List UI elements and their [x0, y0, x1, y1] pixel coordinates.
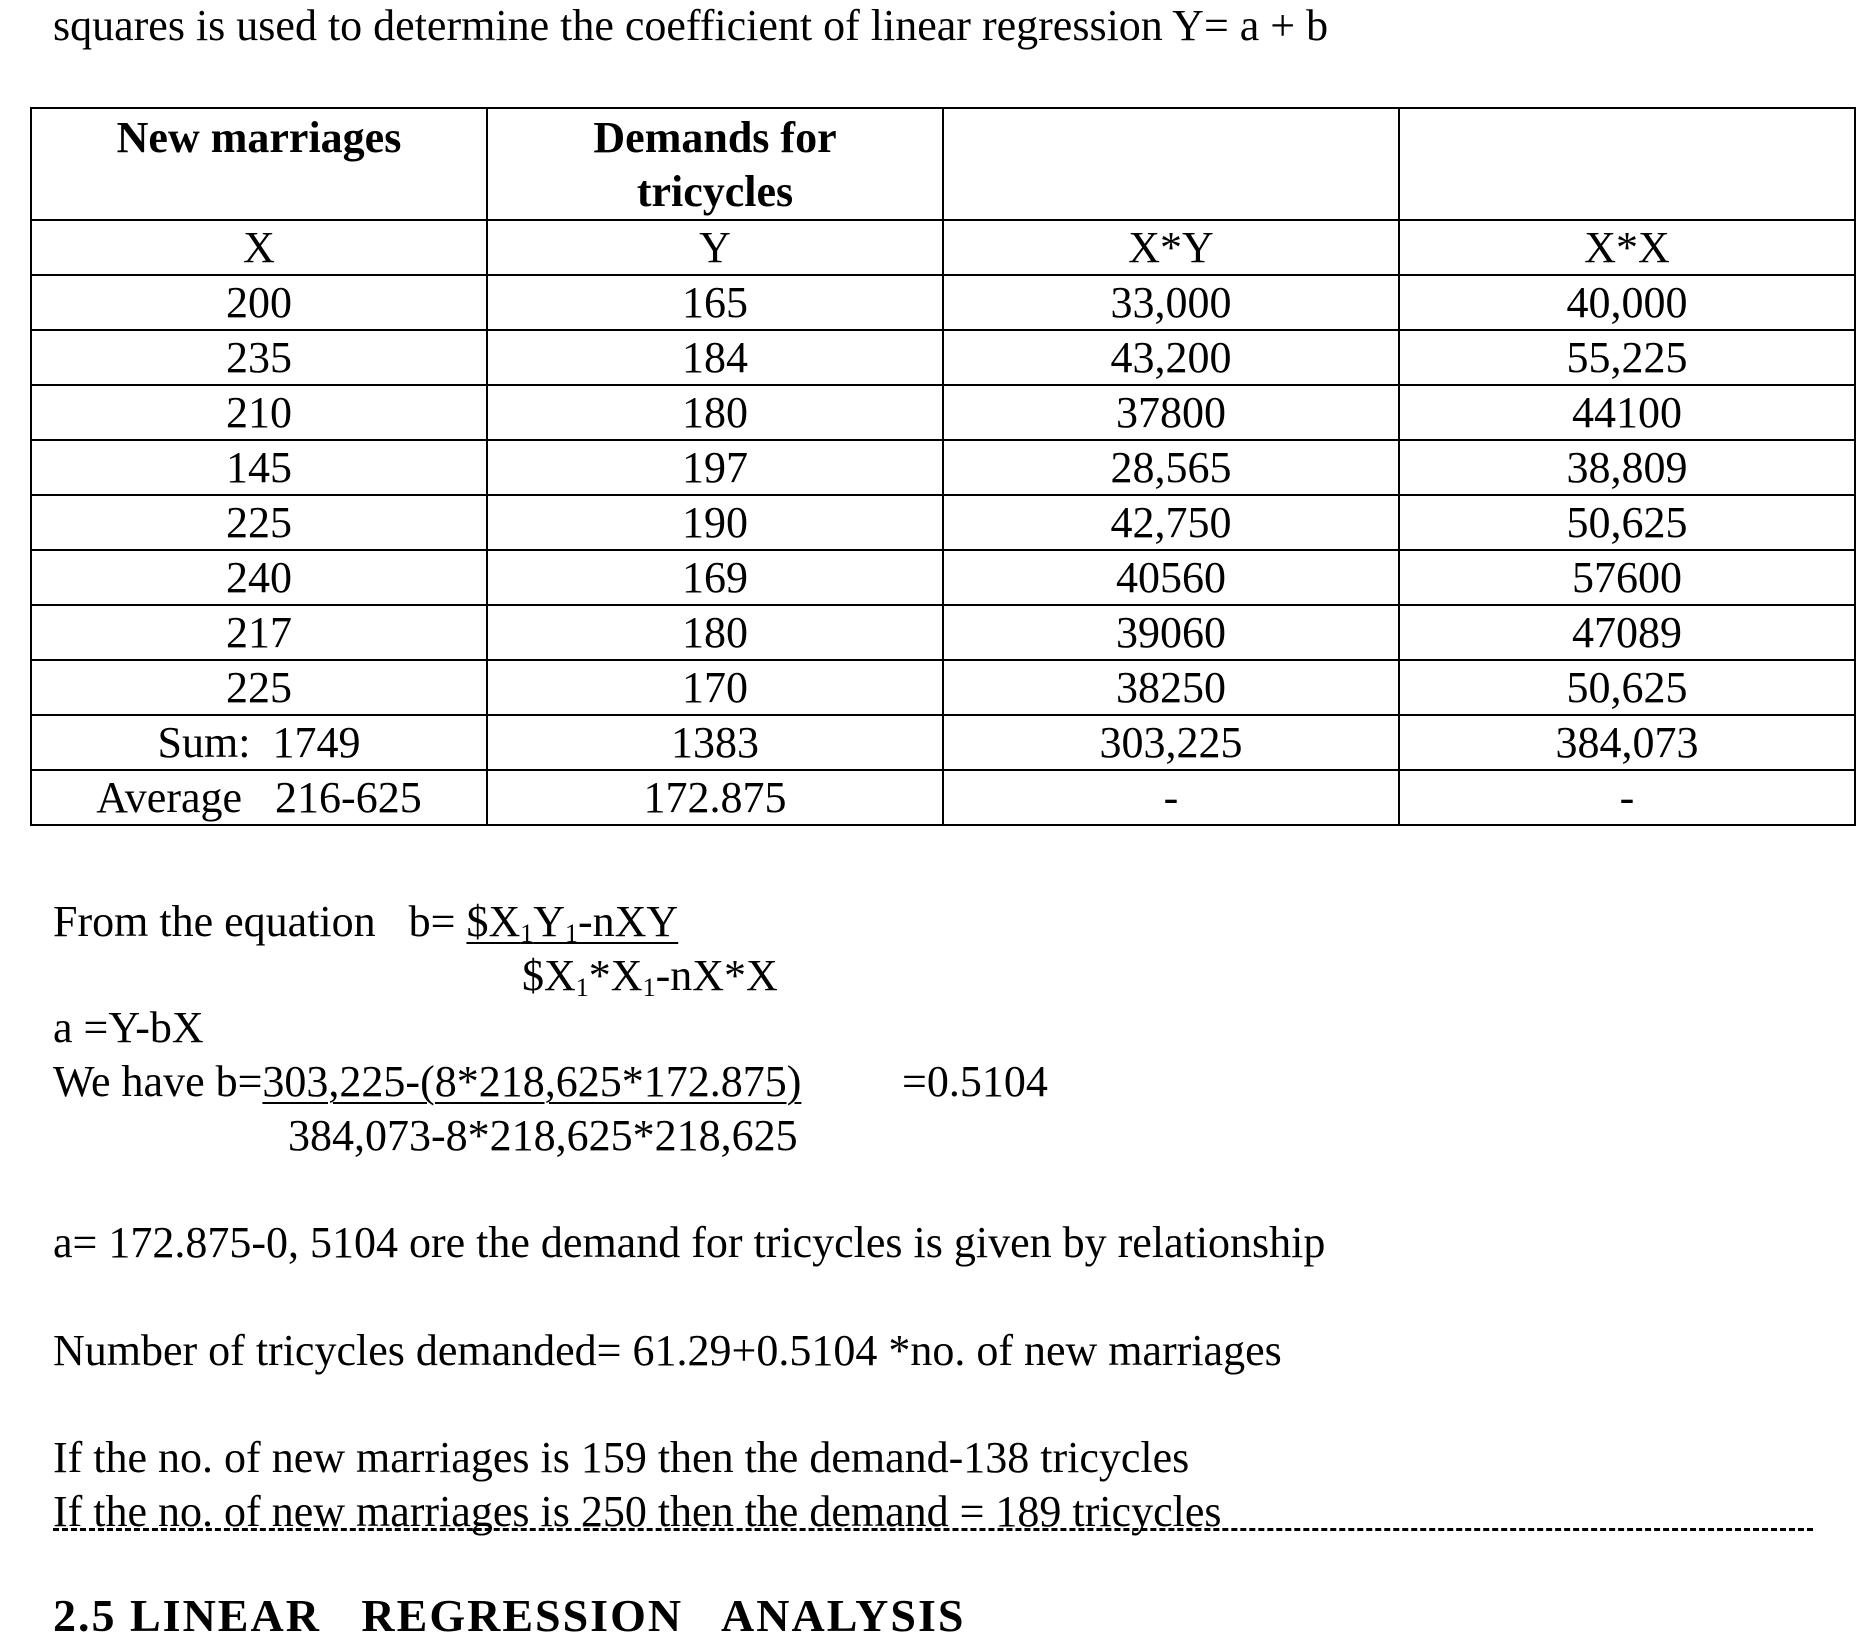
cell-x: 225 — [31, 660, 487, 715]
subheader-xx: X*X — [1399, 220, 1855, 275]
dashed-separator — [53, 1528, 1813, 1531]
b-den-part: *X — [588, 951, 643, 1000]
header-demands: Demands for tricycles — [487, 108, 943, 220]
b-formula-line — [53, 896, 678, 948]
cell-xx: 57600 — [1399, 550, 1855, 605]
header-empty-1 — [943, 108, 1399, 220]
next-section-heading: 2.5 LINEAR REGRESSION ANALYSIS — [53, 1590, 966, 1641]
cell-xy: 40560 — [943, 550, 1399, 605]
cell-xx: 47089 — [1399, 605, 1855, 660]
b-num-sub: 1 — [520, 919, 534, 948]
cell-xy: 43,200 — [943, 330, 1399, 385]
subheader-xy: X*Y — [943, 220, 1399, 275]
table-row — [31, 495, 1855, 550]
we-have-label: We have b= — [53, 1057, 263, 1106]
intro-text: squares is used to determine the coefficient of linear regression Y= a + b — [53, 1, 1329, 50]
average-xx: - — [1399, 770, 1855, 825]
b-den-part: -nX*X — [655, 951, 778, 1000]
from-equation-label: From the equation b= — [53, 897, 467, 946]
cell-x: 225 — [31, 495, 487, 550]
b-num-part: $X — [466, 897, 521, 946]
table-row — [31, 275, 1855, 330]
cell-x: 235 — [31, 330, 487, 385]
header-new-marriages: New marriages — [31, 108, 487, 220]
table-row — [31, 330, 1855, 385]
subheader-x: X — [31, 220, 487, 275]
sum-xx: 384,073 — [1399, 715, 1855, 770]
we-have-denominator: 384,073-8*218,625*218,625 — [288, 1111, 798, 1160]
table-header-row — [31, 108, 1855, 220]
average-xy: - — [943, 770, 1399, 825]
b-den-sub: 1 — [575, 973, 589, 1002]
regression-table — [30, 107, 1856, 826]
cell-xx: 55,225 — [1399, 330, 1855, 385]
b-den-part: $X — [522, 951, 576, 1000]
we-have-b-line — [53, 1056, 801, 1108]
b-numerator — [466, 897, 678, 946]
b-num-sub: 1 — [565, 919, 578, 948]
cell-x: 200 — [31, 275, 487, 330]
cell-y: 170 — [487, 660, 943, 715]
b-num-part: -nXY — [578, 897, 679, 946]
average-row — [31, 770, 1855, 825]
table-subheader-row — [31, 220, 1855, 275]
cell-y: 180 — [487, 605, 943, 660]
cell-xy: 33,000 — [943, 275, 1399, 330]
sum-y: 1383 — [487, 715, 943, 770]
regression-equation-paragraph: Number of tricycles demanded= 61.29+0.5104 *no. of new marriages — [53, 1326, 1282, 1375]
b-denominator — [522, 950, 778, 1002]
sum-xy: 303,225 — [943, 715, 1399, 770]
prediction-250: If the no. of new marriages is 250 then the demand = 189 tricycles — [53, 1487, 1222, 1536]
b-den-sub: 1 — [642, 973, 656, 1002]
cell-y: 190 — [487, 495, 943, 550]
cell-y: 169 — [487, 550, 943, 605]
cell-x: 145 — [31, 440, 487, 495]
table-row — [31, 440, 1855, 495]
cell-xy: 38250 — [943, 660, 1399, 715]
a-result-paragraph: a= 172.875-0, 5104 ore the demand for tricycles is given by relationship — [53, 1218, 1326, 1267]
table-row — [31, 385, 1855, 440]
b-num-part: Y — [533, 897, 565, 946]
cell-xx: 50,625 — [1399, 495, 1855, 550]
b-result: =0.5104 — [902, 1057, 1048, 1106]
average-x: Average 216-625 — [31, 770, 487, 825]
cell-xy: 39060 — [943, 605, 1399, 660]
cell-xx: 38,809 — [1399, 440, 1855, 495]
we-have-numerator: 303,225-(8*218,625*172.875) — [262, 1057, 802, 1106]
cell-y: 165 — [487, 275, 943, 330]
cell-x: 217 — [31, 605, 487, 660]
cell-xy: 28,565 — [943, 440, 1399, 495]
cell-xx: 40,000 — [1399, 275, 1855, 330]
cell-y: 197 — [487, 440, 943, 495]
cell-y: 180 — [487, 385, 943, 440]
cell-xx: 50,625 — [1399, 660, 1855, 715]
subheader-y: Y — [487, 220, 943, 275]
cell-y: 184 — [487, 330, 943, 385]
cell-xy: 42,750 — [943, 495, 1399, 550]
sum-x: Sum: 1749 — [31, 715, 487, 770]
cell-xy: 37800 — [943, 385, 1399, 440]
header-empty-2 — [1399, 108, 1855, 220]
table-row — [31, 605, 1855, 660]
table-row — [31, 550, 1855, 605]
a-equation: a =Y-bX — [53, 1003, 204, 1052]
cell-xx: 44100 — [1399, 385, 1855, 440]
sum-row — [31, 715, 1855, 770]
cell-x: 210 — [31, 385, 487, 440]
prediction-159: If the no. of new marriages is 159 then the demand-138 tricycles — [53, 1433, 1190, 1482]
table-row — [31, 660, 1855, 715]
average-y: 172.875 — [487, 770, 943, 825]
cell-x: 240 — [31, 550, 487, 605]
